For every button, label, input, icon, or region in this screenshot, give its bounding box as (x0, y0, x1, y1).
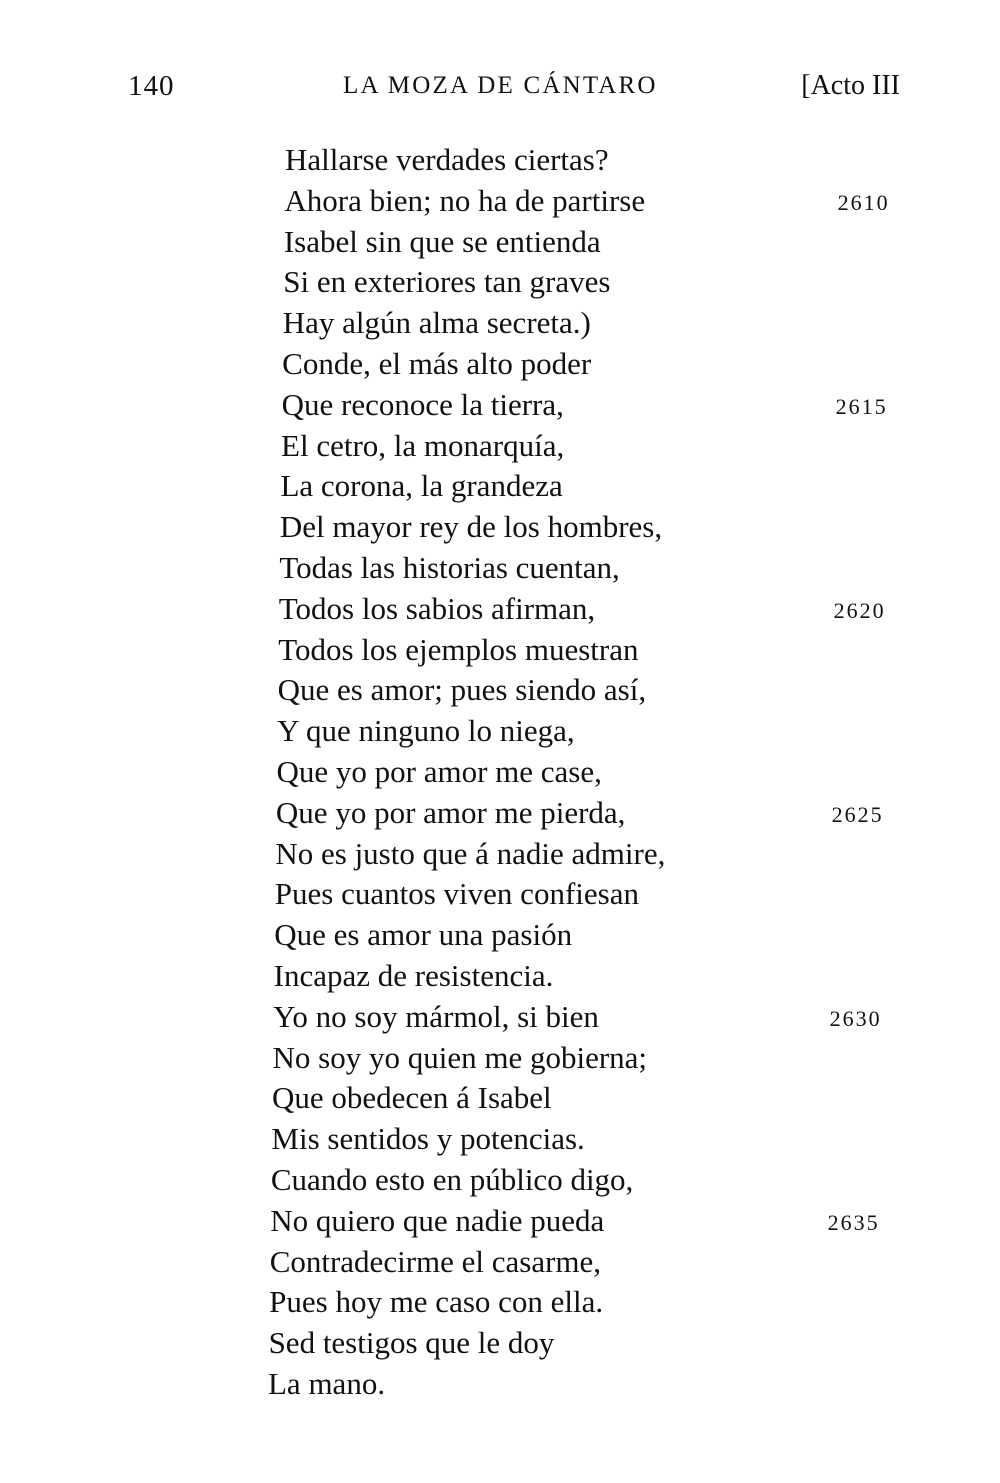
verse-line (0, 956, 1000, 997)
verse-line (0, 344, 1000, 385)
act-label: [Acto III (801, 70, 900, 101)
verse-text: Que es amor; pues siendo así, (277, 672, 647, 708)
verse-line (0, 385, 1000, 426)
line-number: 2620 (833, 597, 886, 623)
verse-line (0, 181, 1000, 222)
verse-text: El cetro, la monarquía, (281, 427, 565, 463)
verse-text: Contradecirme el casarme, (269, 1243, 602, 1279)
verse-line (0, 793, 1000, 834)
verse-line (0, 303, 1000, 344)
verse-line (0, 1038, 1000, 1079)
verse-text: Que es amor una pasión (274, 917, 573, 953)
verse-line (0, 1119, 1000, 1160)
verse-text: Ahora bien; no ha de partirse (284, 182, 646, 218)
verse-line (0, 834, 1000, 875)
verse-text: Que yo por amor me pierda, (275, 794, 626, 830)
verse-line (0, 874, 1000, 915)
verse-line (0, 507, 1000, 548)
verse-text: No es justo que á nadie admire, (275, 835, 666, 871)
running-title: LA MOZA DE CÁNTARO (343, 72, 658, 99)
line-number: 2610 (837, 189, 890, 215)
verse-line (0, 466, 1000, 507)
verse-text: Que yo por amor me case, (276, 753, 602, 789)
verse-line (0, 1323, 1000, 1364)
verse-text: No quiero que nadie pueda (270, 1202, 605, 1238)
verse-text: Todos los sabios afirman, (278, 590, 596, 626)
verse-text: Que obedecen á Isabel (271, 1080, 552, 1116)
verse-line (0, 222, 1000, 263)
verse-text: Yo no soy mármol, si bien (273, 998, 599, 1034)
line-number: 2630 (829, 1005, 882, 1031)
page-number: 140 (128, 70, 175, 102)
verse-text: Cuando esto en público digo, (270, 1161, 634, 1197)
verse-line (0, 1364, 1000, 1405)
line-number: 2615 (835, 393, 888, 419)
verse-line (0, 1242, 1000, 1283)
verse-line (0, 1078, 1000, 1119)
line-number: 2635 (827, 1209, 880, 1235)
verse-line (0, 915, 1000, 956)
verse-line (0, 711, 1000, 752)
verse-line (0, 1282, 1000, 1323)
verse-line (0, 140, 1000, 181)
verse-text: Incapaz de resistencia. (273, 957, 554, 993)
verse-text: Todas las historias cuentan, (279, 549, 620, 585)
verse-text: Hay algún alma secreta.) (282, 305, 591, 341)
verse-text: La mano. (268, 1365, 386, 1401)
verse-line (0, 262, 1000, 303)
verse-text: Pues cuantos viven confiesan (274, 876, 639, 912)
verse-text: Hallarse verdades ciertas? (285, 142, 609, 177)
verse-text: Mis sentidos y potencias. (271, 1121, 585, 1157)
verse-line (0, 670, 1000, 711)
verse-line (0, 1160, 1000, 1201)
verse-text: Del mayor rey de los hombres, (279, 509, 663, 545)
verse-line (0, 752, 1000, 793)
verse-line (0, 1201, 1000, 1242)
verse-text: Si en exteriores tan graves (283, 264, 611, 300)
verse-line (0, 548, 1000, 589)
line-number: 2625 (831, 801, 884, 827)
running-header (0, 70, 1000, 110)
verse-text: La corona, la grandeza (280, 468, 563, 504)
verse-line (0, 997, 1000, 1038)
verse-text: Que reconoce la tierra, (281, 386, 564, 422)
verse-line (0, 630, 1000, 671)
verse-text: Sed testigos que le doy (268, 1325, 555, 1361)
verse-text: Y que ninguno lo niega, (277, 713, 575, 749)
verse-text: Isabel sin que se entienda (283, 223, 601, 259)
verse-text: Todos los ejemplos muestran (278, 631, 639, 667)
verse-text: Conde, el más alto poder (282, 345, 592, 381)
verse-line (0, 589, 1000, 630)
verse-text: No soy yo quien me gobierna; (272, 1039, 648, 1075)
verse-line (0, 426, 1000, 467)
verse-text: Pues hoy me caso con ella. (269, 1284, 604, 1320)
verse-block (0, 140, 1000, 1405)
